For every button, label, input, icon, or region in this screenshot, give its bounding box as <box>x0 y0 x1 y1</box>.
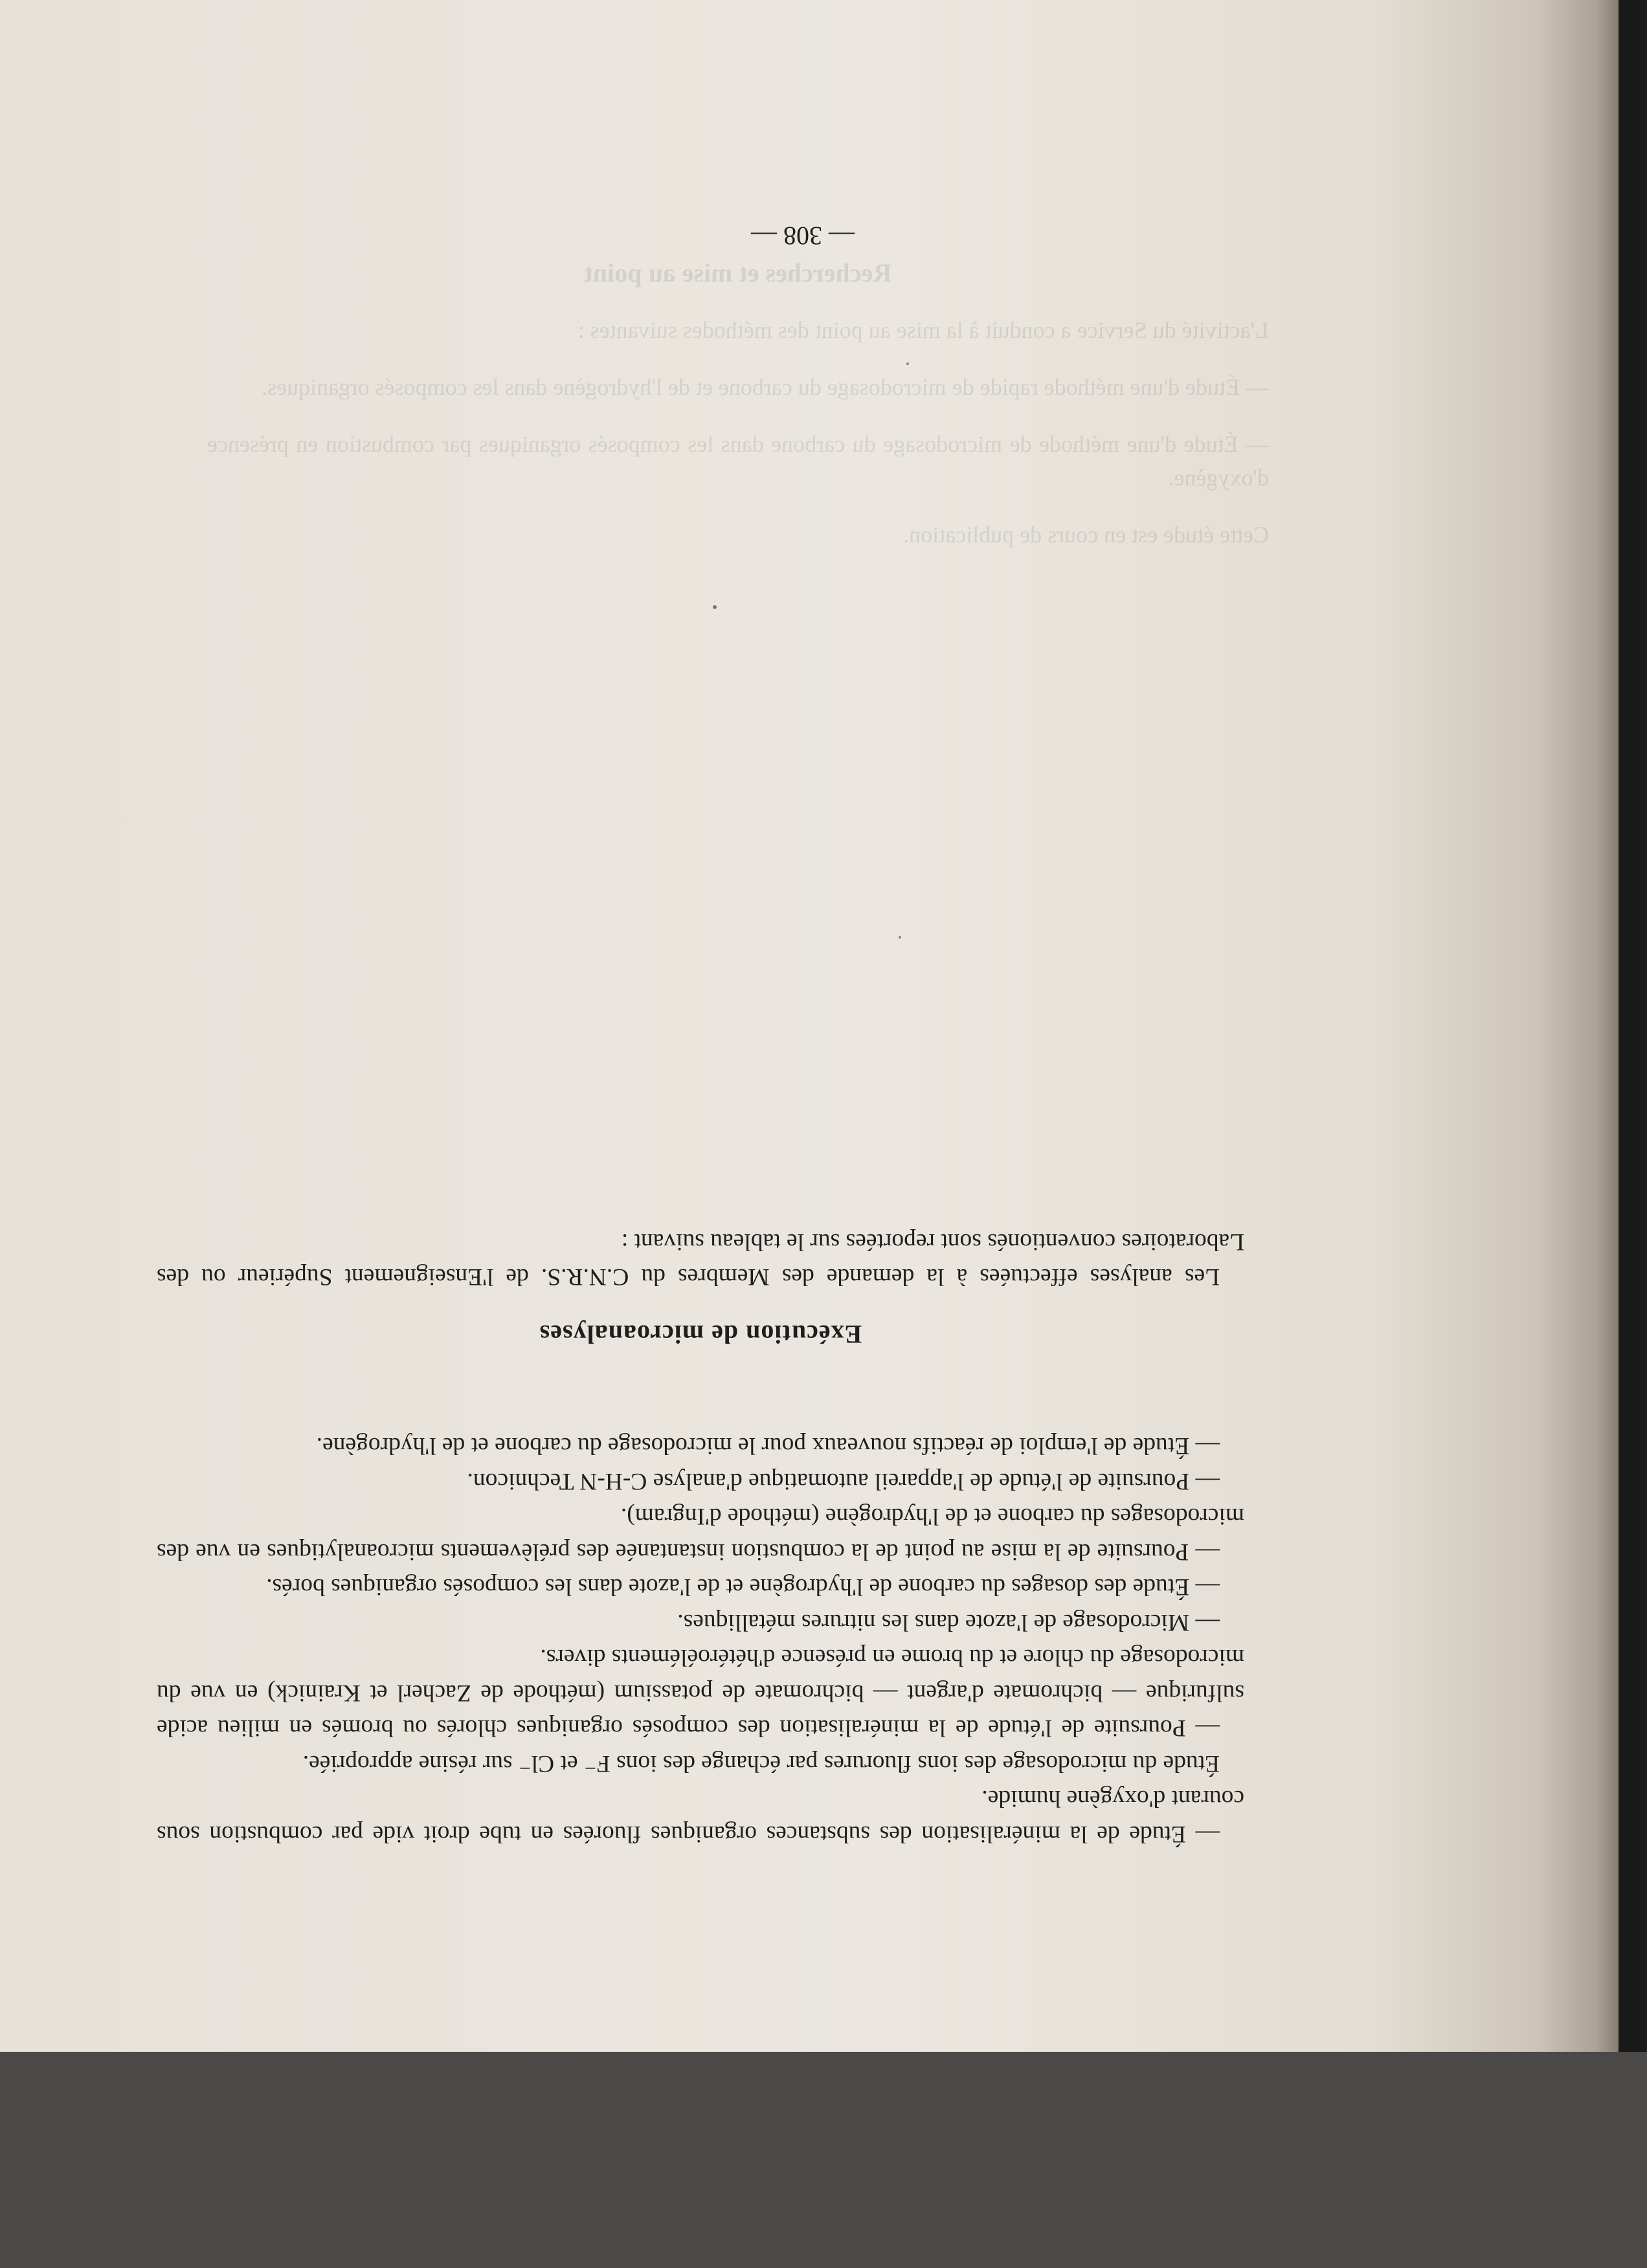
list-item: — Poursuite de l'étude de l'appareil automatique d'analyse C-H-N Technicon. <box>467 1468 1220 1495</box>
bleed-through-line: — Étude d'une méthode de microdosage du carbone dans les composés organiques par combustion en présence d'oxygène. <box>207 431 1269 491</box>
list-item: — Poursuite de l'étude de la minéralisation des composés organiques chlorés ou bromés en milieu acide sulfurique — bichromate d'argent — bichromate de potassium (méthode de Zacherl et Krainick) en vue du microdosage du chlore et du brome en présence d'hétéroéléments divers. <box>157 1644 1244 1742</box>
list-item: — Étude des dosages du carbone de l'hydrogène et de l'azote dans les composés organiques borés. <box>266 1573 1220 1601</box>
speck <box>899 936 901 939</box>
list-item: — Étude de l'emploi de réactifs nouveaux pour le microdosage du carbone et de l'hydrogène. <box>316 1432 1220 1460</box>
page-number: — 308 — <box>751 221 855 250</box>
list-item: — Étude de la minéralisation des substances organiques fluorées en tube droit vide par combustion sous courant d'oxygène humide. <box>157 1785 1244 1847</box>
speck <box>713 605 717 609</box>
speck <box>906 362 909 365</box>
scanner-background <box>0 2052 1647 2268</box>
section-heading: Exécution de microanalyses <box>539 1320 862 1349</box>
paragraph: Les analyses effectuées à la demande des Membres du C.N.R.S. de l'Enseignement Supérieur ou des Laboratoires conventionés sont reportées sur le tableau suivant : <box>157 1228 1244 1291</box>
list-item: Étude du microdosage des ions fluorures par échange des ions F⁻ et Cl⁻ sur résine appropriée. <box>302 1750 1220 1777</box>
list-item: — Microdosage de l'azote dans les nitrures métalliques. <box>677 1609 1220 1636</box>
bleed-through-line: L'activité du Service a conduit à la mise au point des méthodes suivantes : <box>577 317 1269 343</box>
bleed-through-line: — Étude d'une méthode rapide de microdosage du carbone et de l'hydrogène dans les composés organiques. <box>262 374 1269 400</box>
bleed-through-line: Cette étude est en cours de publication. <box>903 522 1269 548</box>
bleed-through-title: Recherches et mise au point <box>584 258 892 287</box>
list-item: — Poursuite de la mise au point de la combustion instantanée des prélèvements microanalytiques en vue des microdosages du carbone et de l'hydrogène (méthode d'Ingram). <box>157 1503 1244 1565</box>
